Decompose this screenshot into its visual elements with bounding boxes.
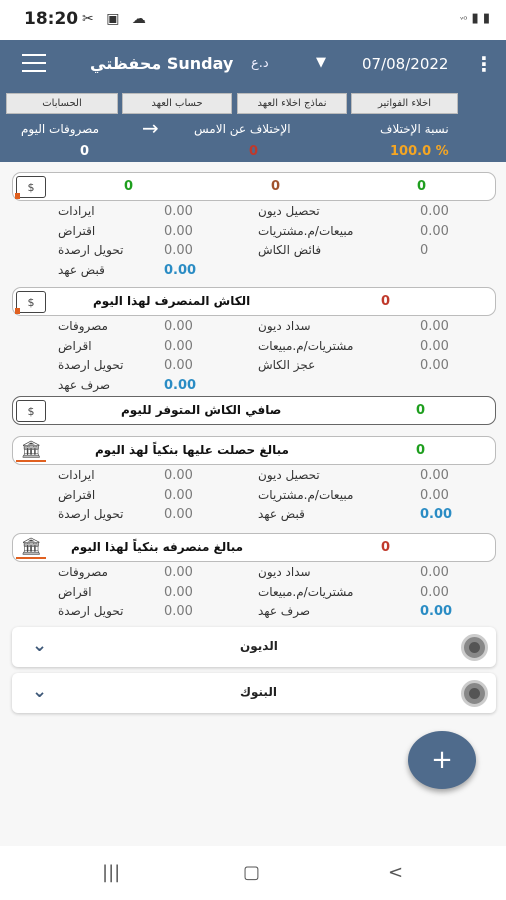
variance-ratio-label: نسبة الإختلاف bbox=[380, 122, 449, 136]
row-label: مشتريات/م.مبيعات bbox=[258, 584, 354, 599]
variance-yesterday-value: 0 bbox=[249, 144, 259, 159]
battery-icon: ▮ bbox=[482, 11, 490, 26]
row-label: فائض الكاش bbox=[258, 243, 322, 257]
row-value: 0.00 bbox=[164, 487, 193, 503]
signal-icon: ▮ bbox=[471, 11, 479, 26]
row-label: اقراض bbox=[58, 584, 92, 599]
add-fab-button[interactable] bbox=[408, 731, 476, 789]
plus-icon: + bbox=[431, 745, 453, 775]
table-row bbox=[0, 376, 506, 396]
table-row bbox=[0, 241, 506, 261]
row-value: 0.00 bbox=[164, 262, 197, 278]
cash-out-value: 0 bbox=[381, 294, 391, 309]
row-label: سداد ديون bbox=[258, 319, 311, 333]
row-value: 0.00 bbox=[420, 223, 449, 239]
row-value: 0.00 bbox=[420, 604, 453, 619]
row-label: اقتراض bbox=[58, 487, 96, 502]
row-value: 0.00 bbox=[164, 604, 193, 619]
cash-out-title: الكاش المنصرف لهذا اليوم bbox=[93, 294, 251, 308]
row-value: 0.00 bbox=[164, 338, 193, 354]
table-row bbox=[0, 222, 506, 242]
row-value: 0.00 bbox=[420, 358, 449, 373]
row-label: اقراض bbox=[58, 338, 92, 353]
home-icon[interactable]: ▢ bbox=[243, 862, 261, 883]
status-system-icons bbox=[460, 11, 490, 26]
row-label: تحويل ارصدة bbox=[58, 507, 124, 521]
cash-in-value-3: 0 bbox=[417, 179, 427, 194]
row-value: 0.00 bbox=[164, 584, 193, 600]
expenses-today-value: 0 bbox=[80, 144, 90, 159]
row-value: 0.00 bbox=[420, 319, 449, 334]
row-value: 0.00 bbox=[164, 377, 197, 393]
cash-out-icon: $ bbox=[16, 291, 46, 313]
row-label: صرف عهد bbox=[258, 604, 311, 618]
banknote-icon: $ bbox=[16, 400, 46, 422]
app-bar bbox=[0, 40, 506, 88]
row-label: صرف عهد bbox=[58, 377, 111, 392]
row-value: 0 bbox=[420, 243, 429, 258]
row-value: 0.00 bbox=[164, 507, 193, 522]
row-label: تحويل ارصدة bbox=[58, 604, 124, 618]
row-value: 0.00 bbox=[420, 468, 449, 483]
table-row bbox=[0, 356, 506, 376]
cash-in-header[interactable] bbox=[12, 172, 496, 201]
row-value: 0.00 bbox=[164, 243, 193, 258]
arrow-right-icon: → bbox=[142, 116, 159, 140]
table-row bbox=[0, 563, 506, 583]
row-value: 0.00 bbox=[420, 507, 453, 522]
row-label: قبض عهد bbox=[58, 262, 105, 277]
row-label: مبيعات/م.مشتريات bbox=[258, 487, 354, 502]
status-time: 18:20 bbox=[24, 9, 79, 29]
more-vert-icon[interactable]: ⋮ bbox=[474, 52, 494, 76]
currency-label: د.ع bbox=[251, 56, 269, 71]
bank-in-header[interactable] bbox=[12, 436, 496, 465]
table-row bbox=[0, 466, 506, 486]
row-value: 0.00 bbox=[164, 319, 193, 334]
row-label: تحصيل ديون bbox=[258, 468, 320, 482]
chevron-down-icon[interactable]: ⌄ bbox=[32, 681, 48, 702]
summary-header bbox=[0, 88, 506, 162]
debts-title: الديون bbox=[240, 639, 278, 653]
table-row bbox=[0, 486, 506, 506]
app-title: محفظتي Sunday bbox=[90, 54, 234, 73]
date-picker[interactable]: 07/08/2022 bbox=[362, 55, 449, 73]
row-label: مصروفات bbox=[58, 319, 108, 333]
variance-ratio-value: 100.0 % bbox=[390, 144, 449, 159]
banks-title: البنوك bbox=[240, 685, 277, 699]
banks-accordion[interactable] bbox=[12, 673, 496, 713]
row-label: مبيعات/م.مشتريات bbox=[258, 223, 354, 238]
bank-icon: 🏛 bbox=[16, 440, 46, 462]
row-label: مشتريات/م.مبيعات bbox=[258, 338, 354, 353]
row-label: ايرادات bbox=[58, 204, 95, 218]
hamburger-menu-icon[interactable] bbox=[22, 54, 46, 72]
bank-in-title: مبالغ حصلت عليها بنكياً لهذ اليوم bbox=[95, 443, 289, 457]
debts-radio-icon[interactable] bbox=[461, 634, 488, 661]
cloud-icon: ☁ bbox=[131, 11, 150, 27]
table-row bbox=[0, 317, 506, 337]
table-row bbox=[0, 202, 506, 222]
net-cash-title: صافي الكاش المتوفر لليوم bbox=[121, 403, 282, 417]
custody-account-button[interactable]: حساب العهد bbox=[122, 93, 232, 114]
table-row bbox=[0, 505, 506, 525]
table-row bbox=[0, 337, 506, 357]
bank-out-header[interactable] bbox=[12, 533, 496, 562]
system-nav-bar bbox=[0, 846, 506, 900]
bank-in-rows bbox=[0, 466, 506, 525]
row-value: 0.00 bbox=[420, 487, 449, 503]
custody-clearing-templates-button[interactable]: نماذج اخلاء العهد bbox=[237, 93, 347, 114]
cash-in-value-2: 0 bbox=[271, 179, 281, 194]
variance-yesterday-label: الإختلاف عن الامس bbox=[194, 122, 291, 136]
row-label: سداد ديون bbox=[258, 565, 311, 579]
bank-out-value: 0 bbox=[381, 540, 391, 555]
expenses-today-label: مصروفات اليوم bbox=[21, 122, 99, 136]
row-value: 0.00 bbox=[164, 204, 193, 219]
row-value: 0.00 bbox=[420, 204, 449, 219]
cash-out-header[interactable] bbox=[12, 287, 496, 316]
row-label: اقتراض bbox=[58, 223, 96, 238]
row-value: 0.00 bbox=[420, 565, 449, 580]
clear-invoices-button[interactable]: اخلاء الفواتير bbox=[351, 93, 458, 114]
row-value: 0.00 bbox=[164, 565, 193, 580]
back-icon[interactable]: < bbox=[388, 862, 404, 883]
status-bar bbox=[0, 0, 506, 40]
net-cash-header[interactable] bbox=[12, 396, 496, 425]
row-label: تحويل ارصدة bbox=[58, 243, 124, 257]
row-label: قبض عهد bbox=[258, 507, 305, 521]
row-label: مصروفات bbox=[58, 565, 108, 579]
banks-radio-icon[interactable] bbox=[461, 680, 488, 707]
bank-out-title: مبالغ منصرفه بنكياً لهذا اليوم bbox=[71, 540, 244, 554]
bank-out-icon: 🏛 bbox=[16, 537, 46, 559]
row-value: 0.00 bbox=[164, 468, 193, 483]
row-value: 0.00 bbox=[420, 338, 449, 354]
cash-out-rows bbox=[0, 317, 506, 395]
currency-dropdown-icon[interactable]: ▼ bbox=[316, 55, 326, 70]
row-value: 0.00 bbox=[164, 223, 193, 239]
debts-accordion[interactable] bbox=[12, 627, 496, 667]
table-row bbox=[0, 261, 506, 281]
recent-apps-icon[interactable]: ||| bbox=[102, 862, 121, 883]
accounts-button[interactable]: الحسابات bbox=[6, 93, 118, 114]
row-label: تحويل ارصدة bbox=[58, 358, 124, 372]
table-row bbox=[0, 583, 506, 603]
bank-in-value: 0 bbox=[416, 443, 426, 458]
status-notification-icons bbox=[82, 11, 150, 27]
row-label: عجز الكاش bbox=[258, 358, 316, 372]
row-label: تحصيل ديون bbox=[258, 204, 320, 218]
cash-stack-icon: $ bbox=[16, 176, 46, 198]
row-label: ايرادات bbox=[58, 468, 95, 482]
volte-icon: ᵛᴼ bbox=[460, 15, 468, 24]
gallery-icon: ▣ bbox=[106, 11, 124, 27]
missed-call-icon: ✂ bbox=[82, 11, 98, 27]
row-value: 0.00 bbox=[164, 358, 193, 373]
cash-in-value-1: 0 bbox=[124, 179, 134, 194]
bank-out-rows bbox=[0, 563, 506, 622]
chevron-down-icon[interactable]: ⌄ bbox=[32, 635, 48, 656]
row-value: 0.00 bbox=[420, 584, 449, 600]
cash-in-rows bbox=[0, 202, 506, 280]
net-cash-value: 0 bbox=[416, 403, 426, 418]
table-row bbox=[0, 602, 506, 622]
